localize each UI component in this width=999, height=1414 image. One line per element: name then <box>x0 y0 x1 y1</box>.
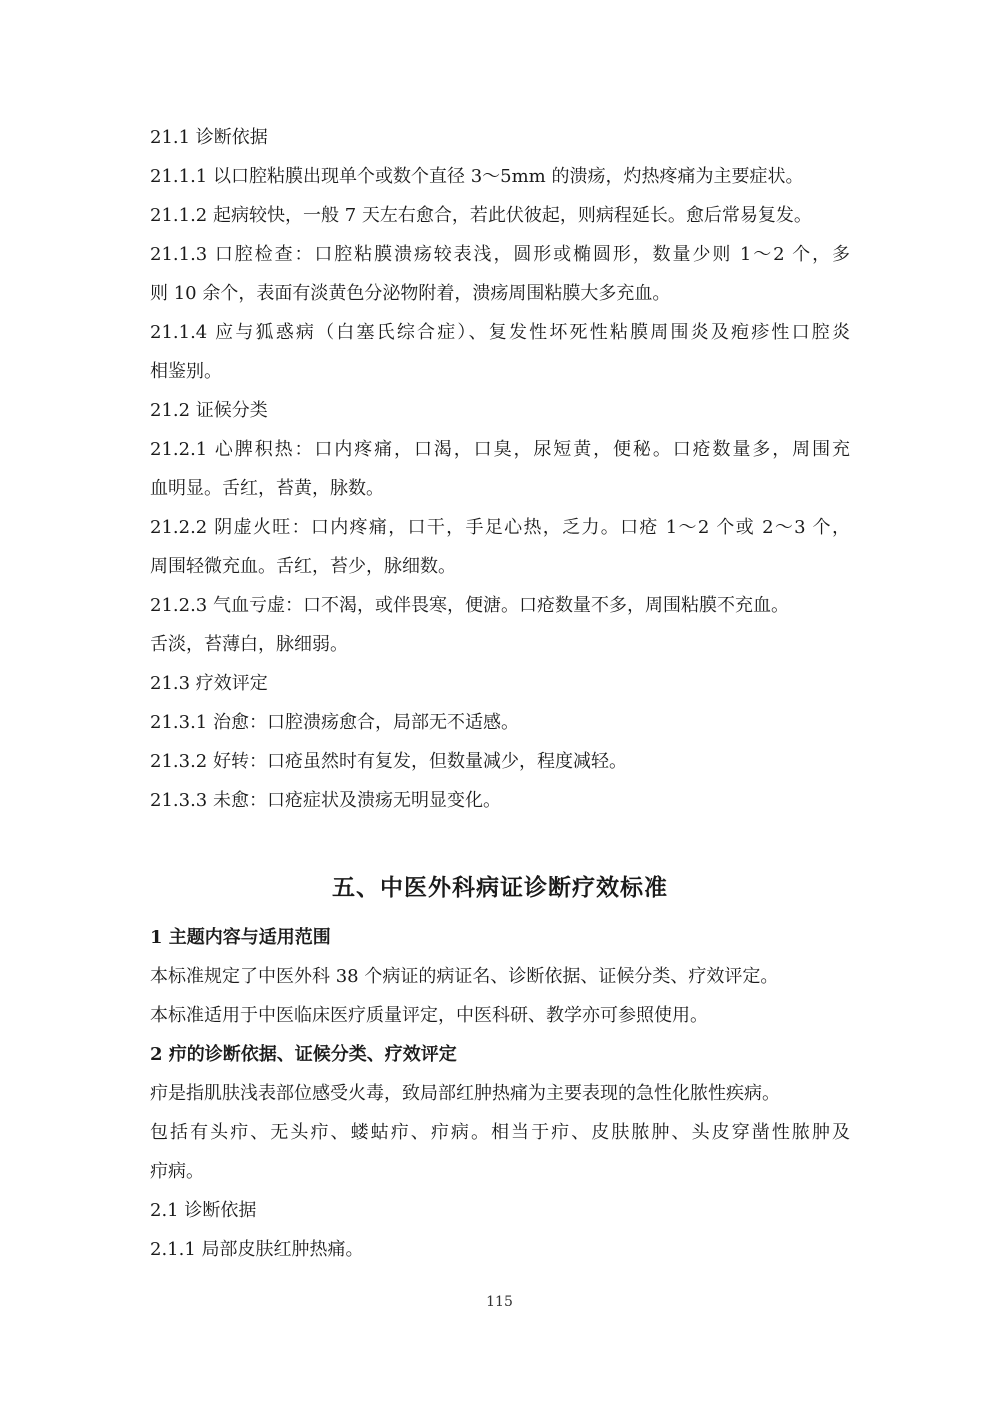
text-line: 21.1.3 口腔检查：口腔粘膜溃疡较表浅，圆形或椭圆形，数量少则 1～2 个，多 <box>150 244 850 265</box>
text-line: 舌淡，苔薄白，脉细弱。 <box>150 634 348 655</box>
text-line: 21.3.2 好转：口疮虽然时有复发，但数量减少，程度减轻。 <box>150 751 627 772</box>
text-line: 21.2.3 气血亏虚：口不渴，或伴畏寒，便溏。口疮数量不多，周围粘膜不充血。 <box>150 595 789 616</box>
text-line: 血明显。舌红，苔黄，脉数。 <box>150 478 384 499</box>
bold-heading: 1 主题内容与适用范围 <box>150 927 331 948</box>
text-line: 则 10 余个，表面有淡黄色分泌物附着，溃疡周围粘膜大多充血。 <box>150 283 671 304</box>
text-line: 21.3.3 未愈：口疮症状及溃疡无明显变化。 <box>150 790 501 811</box>
page-number: 115 <box>486 1294 513 1310</box>
bold-heading: 2 疖的诊断依据、证候分类、疗效评定 <box>150 1044 457 1065</box>
text-line: 21.2.2 阴虚火旺：口内疼痛，口干，手足心热，乏力。口疮 1～2 个或 2～3 个， <box>150 517 850 538</box>
text-line: 21.2.1 心脾积热：口内疼痛，口渴，口臭，尿短黄，便秘。口疮数量多，周围充 <box>150 439 850 460</box>
text-line: 21.1.1 以口腔粘膜出现单个或数个直径 3～5mm 的溃疡，灼热疼痛为主要症状。 <box>150 166 804 187</box>
document-page <box>150 118 850 1269</box>
text-line: 21.1.2 起病较快，一般 7 天左右愈合，若此伏彼起，则病程延长。愈后常易复发。 <box>150 205 812 226</box>
section-5-content <box>150 918 850 1269</box>
text-line: 21.3.1 治愈：口腔溃疡愈合，局部无不适感。 <box>150 712 519 733</box>
text-line: 疖病。 <box>150 1161 204 1182</box>
text-line: 包括有头疖、无头疖、蝼蛄疖、疖病。相当于疖、皮肤脓肿、头皮穿凿性脓肿及 <box>150 1122 850 1143</box>
section-heading: 21.3 疗效评定 <box>150 673 268 694</box>
section-heading: 2.1 诊断依据 <box>150 1200 257 1221</box>
text-line: 相鉴别。 <box>150 361 222 382</box>
section-heading: 21.1 诊断依据 <box>150 127 268 148</box>
text-line: 疖是指肌肤浅表部位感受火毒，致局部红肿热痛为主要表现的急性化脓性疾病。 <box>150 1083 780 1104</box>
text-line: 本标准规定了中医外科 38 个病证的病证名、诊断依据、证候分类、疗效评定。 <box>150 966 779 987</box>
section-heading: 21.2 证候分类 <box>150 400 268 421</box>
text-line: 21.1.4 应与狐惑病（白塞氏综合症）、复发性坏死性粘膜周围炎及疱疹性口腔炎 <box>150 322 850 343</box>
chapter-title: 五、中医外科病证诊断疗效标准 <box>332 874 668 901</box>
text-line: 本标准适用于中医临床医疗质量评定，中医科研、教学亦可参照使用。 <box>150 1005 708 1026</box>
section-21-content <box>150 118 850 820</box>
text-line: 2.1.1 局部皮肤红肿热痛。 <box>150 1239 364 1260</box>
text-line: 周围轻微充血。舌红，苔少，脉细数。 <box>150 556 456 577</box>
